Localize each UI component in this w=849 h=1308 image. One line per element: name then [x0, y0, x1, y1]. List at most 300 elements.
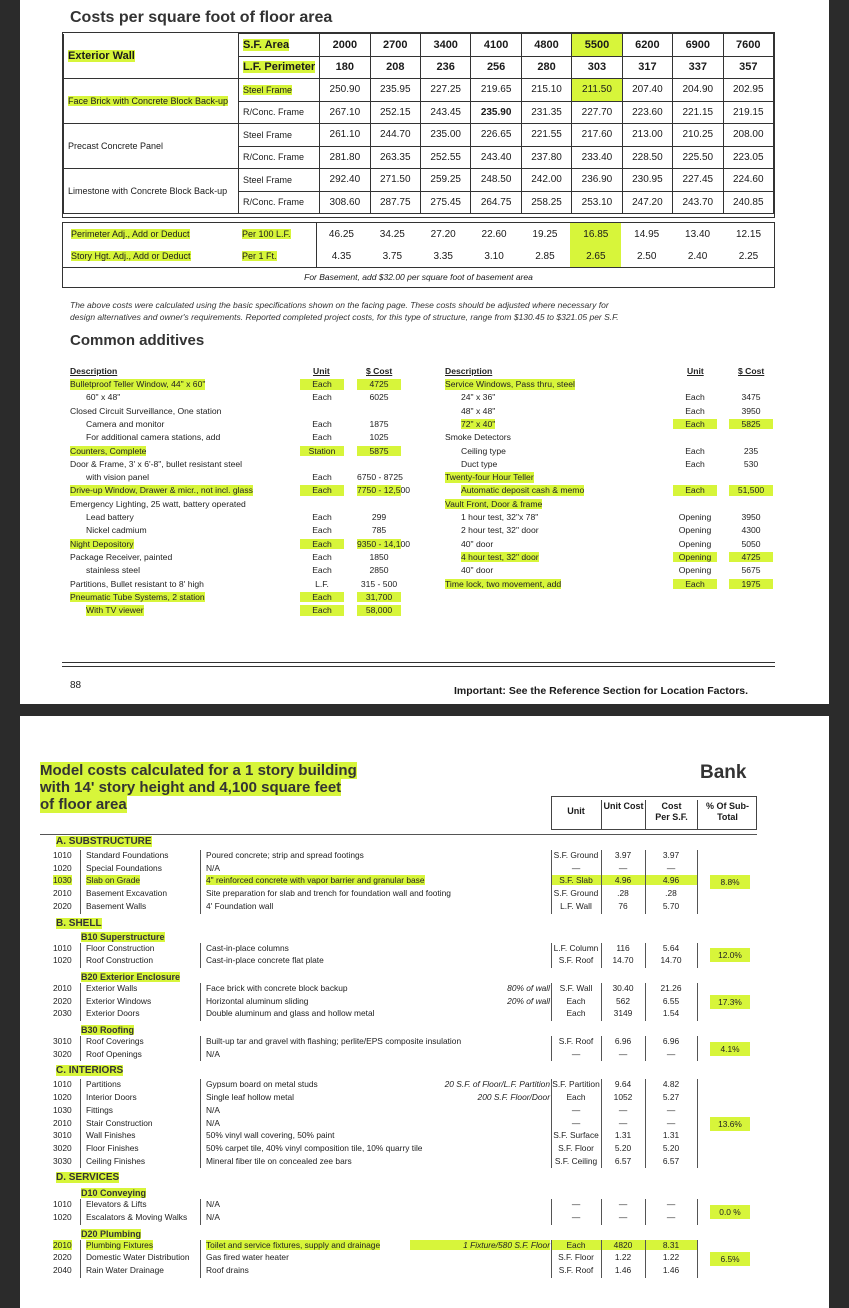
- column-rule: [645, 1199, 646, 1224]
- cost-cell: 287.75: [370, 191, 420, 214]
- line-specification: 50% vinyl wall covering, 50% paint: [206, 1130, 335, 1141]
- line-code: 2020: [53, 1252, 72, 1263]
- line-unit-cost: —: [618, 862, 628, 873]
- line-unit-cost: 1.46: [614, 1265, 632, 1276]
- additive-description: 60" x 48": [86, 392, 121, 403]
- add-desc-header: Description: [445, 366, 493, 376]
- cost-cell: 236.90: [572, 169, 622, 192]
- cost-cell: 244.70: [370, 124, 420, 147]
- line-unit: S.F. Slab: [551, 875, 601, 885]
- line-cost-per-sf: 5.70: [662, 900, 680, 911]
- additive-description: 4 hour test, 32" door: [461, 551, 539, 562]
- additive-description: With TV viewer: [86, 605, 144, 616]
- section-title: D. SERVICES: [56, 1172, 120, 1184]
- line-item-name: Escalators & Moving Walks: [86, 1212, 188, 1222]
- line-specification: Site preparation for slab and trench for foundation wall and footing: [206, 888, 451, 899]
- additive-cost: 315 - 500: [360, 578, 398, 589]
- cost-cell: 219.65: [471, 79, 521, 102]
- wall-type-label: [64, 169, 239, 214]
- additive-description: 1 hour test, 32"x 78": [461, 512, 539, 522]
- area-label: S.F. Area: [243, 38, 290, 51]
- subtotal-percent: 4.1%: [710, 1042, 750, 1056]
- line-specification: Single leaf hollow metal: [206, 1092, 294, 1103]
- column-rule: [80, 1199, 81, 1224]
- adjustment-unit: Per 1 Ft.: [242, 251, 277, 261]
- line-item-name: Ceiling Finishes: [86, 1155, 146, 1166]
- additive-unit: Each: [312, 551, 332, 562]
- cost-cell: 221.55: [521, 124, 571, 147]
- column-rule: [697, 943, 698, 968]
- adjustment-unit: Per 100 L.F.: [242, 229, 291, 239]
- subsection-title: B20 Exterior Enclosure: [81, 971, 181, 982]
- column-rule: [601, 850, 602, 914]
- column-rule: [200, 1079, 201, 1168]
- additive-unit: Opening: [678, 525, 712, 536]
- additive-description: Package Receiver, painted: [70, 551, 173, 562]
- line-specification: Face brick with concrete block backup: [206, 982, 348, 993]
- additives-list: [20, 366, 829, 631]
- line-code: 1010: [53, 1199, 72, 1210]
- line-specification: 50% carpet tile, 40% vinyl composition tile, 10% quarry tile: [206, 1142, 423, 1153]
- line-unit: L.F. Column: [553, 942, 599, 953]
- additive-cost: 6025: [369, 392, 389, 403]
- cost-cell: 223.05: [723, 146, 773, 169]
- line-code: 1020: [53, 955, 72, 966]
- area-cell: 5500: [572, 34, 622, 57]
- line-cost-per-sf: 6.96: [662, 1036, 680, 1046]
- line-specification: Poured concrete; strip and spread footings: [206, 850, 364, 860]
- line-unit: S.F. Partition: [552, 1079, 600, 1090]
- line-unit-cost: —: [618, 1104, 628, 1115]
- line-code: 1020: [53, 1092, 72, 1103]
- cost-cell: 252.15: [370, 101, 420, 124]
- perimeter-cell: 337: [673, 56, 723, 79]
- additive-description: 2 hour test, 32" door: [461, 525, 539, 536]
- frame-type-text: R/Conc. Frame: [243, 197, 305, 208]
- perimeter-cell: 208: [370, 56, 420, 79]
- line-note: 80% of wall: [507, 982, 550, 993]
- line-item-name: Roof Openings: [86, 1048, 142, 1059]
- line-unit: S.F. Roof: [558, 1265, 594, 1276]
- additive-cost: 1850: [369, 551, 389, 562]
- adjustment-label: Story Hgt. Adj., Add or Deduct: [71, 251, 191, 261]
- line-specification: N/A: [206, 1104, 220, 1115]
- line-item-name: Elevators & Lifts: [86, 1199, 147, 1210]
- column-rule: [551, 1036, 552, 1061]
- additive-description: Nickel cadmium: [86, 525, 147, 536]
- additive-unit: Each: [312, 418, 332, 429]
- column-rule: [551, 1079, 552, 1168]
- additive-description: Camera and monitor: [86, 418, 165, 429]
- additive-cost: 51,500: [729, 485, 773, 496]
- column-rule: [551, 1240, 552, 1278]
- line-item-name: Basement Walls: [86, 900, 147, 911]
- line-cost-per-sf: 5.20: [662, 1142, 680, 1153]
- area-cell: 7600: [723, 34, 773, 57]
- cost-cell: 248.50: [471, 169, 521, 192]
- subtotal-percent: 6.5%: [710, 1252, 750, 1266]
- frame-type: [239, 146, 320, 169]
- column-rule: [697, 850, 698, 914]
- cost-cell: 258.25: [521, 191, 571, 214]
- column-rule: [200, 983, 201, 1021]
- line-unit: Each: [566, 1008, 586, 1019]
- line-code: 2020: [53, 900, 72, 911]
- line-unit-cost: —: [618, 1199, 628, 1210]
- column-rule: [645, 1036, 646, 1061]
- line-note: 1 Fixture/580 S.F. Floor: [410, 1240, 550, 1250]
- line-code: 1010: [53, 850, 72, 860]
- additive-unit: Each: [685, 458, 705, 469]
- column-rule: [645, 943, 646, 968]
- additive-unit: Opening: [678, 565, 712, 576]
- line-unit-cost: 6.57: [614, 1155, 632, 1166]
- column-rule: [200, 1036, 201, 1061]
- line-cost-per-sf: —: [666, 1212, 676, 1222]
- additive-description: Counters, Complete: [70, 445, 147, 456]
- line-code: 1020: [53, 1212, 72, 1222]
- column-rule: [551, 983, 552, 1021]
- title-line: Model costs calculated for a 1 story building: [40, 762, 357, 779]
- perimeter-cell: 317: [622, 56, 672, 79]
- line-note: 20 S.F. of Floor/L.F. Partition: [444, 1079, 550, 1090]
- cost-cell: 207.40: [622, 79, 672, 102]
- adjustment-row: [63, 245, 774, 267]
- adjustment-cell: 2.25: [738, 250, 759, 262]
- additive-description: Smoke Detectors: [445, 432, 511, 443]
- add-cost-header: $ Cost: [366, 366, 393, 376]
- line-unit: Each: [566, 1092, 586, 1103]
- additive-unit: Each: [312, 472, 332, 483]
- additive-unit: Station: [300, 446, 344, 457]
- line-unit: S.F. Floor: [558, 1142, 594, 1153]
- line-cost-per-sf: 1.46: [662, 1265, 680, 1276]
- line-unit-cost: 5.20: [614, 1142, 632, 1153]
- line-specification: N/A: [206, 1212, 220, 1222]
- line-unit: S.F. Ceiling: [554, 1155, 598, 1166]
- line-unit-cost: 3149: [613, 1008, 633, 1019]
- line-specification: Gypsum board on metal studs: [206, 1079, 318, 1090]
- subtotal-percent: 17.3%: [710, 995, 750, 1009]
- line-specification: N/A: [206, 1117, 220, 1128]
- additive-unit: Each: [300, 592, 344, 603]
- section-title: B. SHELL: [56, 917, 102, 929]
- unit-header: Unit: [567, 806, 585, 816]
- column-rule: [697, 1079, 698, 1168]
- adjustment-cell: 2.85: [535, 250, 555, 262]
- column-rule: [697, 1036, 698, 1061]
- column-rule: [697, 1199, 698, 1224]
- area-cell: 3400: [420, 34, 470, 57]
- page-number: 88: [70, 680, 82, 691]
- line-item-name: Wall Finishes: [86, 1130, 136, 1141]
- title-line: with 14' story height and 4,100 square feet: [40, 779, 342, 796]
- additive-cost: 5825: [729, 419, 773, 430]
- line-unit-cost: 1052: [613, 1092, 633, 1103]
- additive-cost: 9350 - 14,100: [357, 538, 411, 549]
- additive-description: Time lock, two movement, add: [445, 578, 562, 589]
- frame-type: [239, 169, 320, 192]
- line-cost-per-sf: 5.27: [662, 1092, 680, 1103]
- calc-note: The above costs were calculated using the basic specifications shown on the facing page. These costs should be adjusted where necessary for design alternatives and owner's requirements. Reported completed project costs, for this type of structure, range from $130.45 to $321.05 per S.F.: [70, 300, 619, 322]
- line-item-name: Plumbing Fixtures: [86, 1239, 154, 1250]
- line-code: 2010: [53, 1117, 72, 1128]
- column-rule: [601, 1079, 602, 1168]
- column-rule: [645, 1240, 646, 1278]
- subsection-title: D20 Plumbing: [81, 1228, 142, 1239]
- additive-unit: Each: [673, 485, 717, 496]
- column-rule: [551, 943, 552, 968]
- adjustment-cell: 27.20: [430, 228, 456, 240]
- line-unit-cost: 4.96: [601, 875, 645, 885]
- area-cell: 2700: [370, 34, 420, 57]
- line-specification: N/A: [206, 1199, 220, 1210]
- line-item-name: Domestic Water Distribution: [86, 1252, 190, 1263]
- additive-cost: 6750 - 8725: [357, 472, 403, 483]
- cost-cell: 213.00: [622, 124, 672, 147]
- area-cell: 4100: [471, 34, 521, 57]
- line-cost-per-sf: 1.22: [662, 1252, 680, 1263]
- cost-cell: 242.00: [521, 169, 571, 192]
- line-item-name: Exterior Windows: [86, 995, 152, 1006]
- cost-cell: 308.60: [320, 191, 370, 214]
- additive-cost: 3475: [741, 392, 761, 403]
- column-rule: [645, 1079, 646, 1168]
- line-code: 3020: [53, 1048, 72, 1059]
- adjustment-cell: 12.15: [735, 228, 762, 240]
- line-code: 2030: [53, 1008, 72, 1019]
- line-cost-per-sf: —: [666, 1104, 676, 1115]
- subtotal-percent: 13.6%: [710, 1117, 750, 1131]
- additive-unit: Each: [312, 512, 332, 522]
- line-item-name: Roof Construction: [86, 955, 154, 966]
- additive-cost: 3950: [741, 512, 761, 522]
- line-specification: Cast-in-place columns: [206, 942, 289, 953]
- subtotal-percent: 12.0%: [710, 948, 750, 962]
- column-rule: [601, 943, 602, 968]
- cost-cell: 259.25: [420, 169, 470, 192]
- additive-unit: Each: [673, 579, 717, 590]
- adjustment-cell: 16.85: [570, 223, 621, 245]
- wall-type-label: [64, 79, 239, 124]
- line-unit: —: [571, 1104, 581, 1115]
- pct-header: % Of Sub-Total: [697, 800, 757, 830]
- section-title: A. SUBSTRUCTURE: [56, 836, 152, 847]
- line-unit: Each: [566, 995, 586, 1006]
- cost-cell: 264.75: [471, 191, 521, 214]
- exterior-wall-header: Exterior Wall: [68, 49, 135, 62]
- adjustment-cell: 2.50: [636, 250, 657, 262]
- area-cell: 6200: [622, 34, 672, 57]
- line-item-name: Fittings: [86, 1104, 113, 1115]
- additive-description: Ceiling type: [461, 445, 506, 456]
- additive-description: Automatic deposit cash & memo: [461, 485, 585, 496]
- adjustment-cell: 34.25: [379, 228, 405, 240]
- line-code: 1030: [53, 875, 72, 886]
- adjustment-cell: 46.25: [328, 228, 354, 240]
- line-unit: S.F. Roof: [558, 1036, 594, 1046]
- add-cost-header: $ Cost: [738, 366, 765, 376]
- cost-cell: 208.00: [723, 124, 773, 147]
- cost-cell: 281.80: [320, 146, 370, 169]
- additive-description: Bulletproof Teller Window, 44" x 60": [70, 379, 206, 389]
- cost-cell: 267.10: [320, 101, 370, 124]
- line-code: 3010: [53, 1130, 72, 1141]
- line-specification: Horizontal aluminum sliding: [206, 995, 309, 1006]
- line-item-name: Roof Coverings: [86, 1036, 144, 1046]
- additive-cost: 1025: [369, 432, 389, 443]
- additive-description: 48" x 48": [461, 405, 496, 416]
- cost-cell: 230.95: [622, 169, 672, 192]
- additive-description: Closed Circuit Surveillance, One station: [70, 405, 222, 416]
- cost-cell: 227.25: [420, 79, 470, 102]
- cost-cell: 243.40: [471, 146, 521, 169]
- line-specification: Built-up tar and gravel with flashing; perlite/EPS composite insulation: [206, 1036, 462, 1046]
- additive-unit: Each: [300, 605, 344, 616]
- column-rule: [697, 983, 698, 1021]
- cost-cell: 215.10: [521, 79, 571, 102]
- additives-title: Common additives: [70, 332, 205, 349]
- line-code: 1010: [53, 942, 72, 953]
- line-cost-per-sf: 4.96: [645, 875, 697, 885]
- frame-type-text: Steel Frame: [243, 174, 293, 185]
- column-rule: [80, 1079, 81, 1168]
- adjustment-cell: 14.95: [634, 228, 660, 240]
- frame-type: [239, 191, 320, 214]
- subtotal-percent: 0.0 %: [710, 1205, 750, 1219]
- line-unit-cost: 1.31: [614, 1130, 632, 1141]
- additive-unit: Each: [685, 405, 705, 416]
- line-specification: Gas fired water heater: [206, 1252, 289, 1263]
- additive-unit: Each: [685, 392, 705, 403]
- add-desc-header: Description: [70, 366, 118, 376]
- perimeter-cell: 280: [521, 56, 571, 79]
- column-rule: [697, 1240, 698, 1278]
- line-unit-cost: .28: [617, 888, 629, 899]
- column-rule: [645, 850, 646, 914]
- additive-description: 72" x 40": [461, 418, 496, 429]
- adjustments-frame: [62, 222, 775, 288]
- additive-cost: 235: [743, 445, 759, 456]
- line-code: 3020: [53, 1142, 72, 1153]
- line-unit: —: [571, 862, 581, 873]
- additive-unit: L.F.: [315, 578, 329, 589]
- line-unit: S.F. Ground: [553, 850, 599, 860]
- line-specification: 4" reinforced concrete with vapor barrier and granular base: [206, 875, 425, 886]
- adjustment-cell: 3.10: [484, 250, 504, 262]
- additive-cost: 5875: [357, 446, 401, 457]
- line-unit-cost: 6.96: [614, 1036, 632, 1046]
- additive-cost: 299: [371, 512, 387, 522]
- additive-cost: 3950: [741, 405, 761, 416]
- column-rule: [601, 1240, 602, 1278]
- line-unit-cost: 30.40: [612, 982, 634, 993]
- additive-unit: Opening: [678, 512, 712, 522]
- adjustment-cell: 3.75: [382, 250, 403, 262]
- section-title: C. INTERIORS: [56, 1065, 124, 1077]
- page-88: [20, 0, 829, 704]
- line-cost-per-sf: 5.64: [662, 942, 680, 953]
- line-cost-per-sf: 8.31: [645, 1240, 697, 1250]
- line-unit: —: [571, 1048, 581, 1059]
- cost-cell: 275.45: [420, 191, 470, 214]
- column-rule: [551, 1199, 552, 1224]
- line-specification: Cast-in-place concrete flat plate: [206, 955, 324, 966]
- add-unit-header: Unit: [687, 366, 704, 376]
- line-specification: Toilet and service fixtures, supply and drainage: [206, 1239, 381, 1250]
- additive-description: 40" door: [461, 565, 494, 576]
- line-unit-cost: —: [618, 1212, 628, 1222]
- additive-description: Door & Frame, 3' x 6'-8", bullet resistant steel: [70, 458, 243, 469]
- additive-description: Partitions, Bullet resistant to 8' high: [70, 578, 204, 589]
- line-cost-per-sf: 4.82: [662, 1079, 680, 1090]
- column-rule: [80, 850, 81, 914]
- cost-cell: 233.40: [572, 146, 622, 169]
- line-unit: —: [571, 1212, 581, 1222]
- cost-row: [64, 79, 774, 102]
- line-specification: 4' Foundation wall: [206, 900, 274, 911]
- cost-row: [64, 124, 774, 147]
- line-item-name: Special Foundations: [86, 862, 162, 873]
- additive-cost: 530: [743, 458, 759, 469]
- column-rule: [200, 1199, 201, 1224]
- wall-type-text: Limestone with Concrete Block Back-up: [68, 185, 228, 196]
- adjustment-cell: 22.60: [481, 228, 507, 240]
- frame-type-text: R/Conc. Frame: [243, 152, 305, 163]
- cost-cell: 231.35: [521, 101, 571, 124]
- column-rule: [200, 850, 201, 914]
- line-note: 200 S.F. Floor/Door: [477, 1092, 550, 1103]
- line-code: 2010: [53, 982, 72, 993]
- area-cell: 6900: [673, 34, 723, 57]
- additive-description: with vision panel: [86, 472, 150, 483]
- line-code: 3010: [53, 1036, 72, 1046]
- additive-description: Vault Front, Door & frame: [445, 498, 543, 509]
- line-cost-per-sf: 21.26: [660, 982, 682, 993]
- line-item-name: Exterior Walls: [86, 982, 138, 993]
- cost-cell: 227.70: [572, 101, 622, 124]
- line-item-name: Floor Construction: [86, 942, 155, 953]
- line-unit-cost: —: [618, 1048, 628, 1059]
- adjustment-cell: 4.35: [331, 250, 352, 262]
- cost-cell: 240.85: [723, 191, 773, 214]
- cost-row: [64, 169, 774, 192]
- additive-unit: Opening: [673, 552, 717, 563]
- additive-cost: 58,000: [357, 605, 401, 616]
- cost-table: [63, 33, 774, 214]
- adjustment-cell: 2.65: [570, 245, 621, 267]
- line-unit: Each: [551, 1240, 601, 1250]
- cost-cell: 219.15: [723, 101, 773, 124]
- line-code: 2040: [53, 1265, 72, 1276]
- additive-cost: 2850: [369, 565, 389, 576]
- column-rule: [200, 943, 201, 968]
- line-item-name: Rain Water Drainage: [86, 1265, 164, 1276]
- additive-cost: 4725: [357, 379, 401, 390]
- additive-description: Duct type: [461, 458, 498, 469]
- additive-unit: Each: [312, 565, 332, 576]
- location-factors-footer: Important: See the Reference Section for Location Factors.: [454, 685, 749, 697]
- line-item-name: Partitions: [86, 1079, 121, 1090]
- line-unit-cost: 4820: [601, 1240, 645, 1250]
- line-item-name: Floor Finishes: [86, 1142, 139, 1153]
- line-unit-cost: 1.22: [614, 1252, 632, 1263]
- subtotal-percent: 8.8%: [710, 875, 750, 889]
- line-unit-cost: 14.70: [612, 955, 634, 966]
- line-unit-cost: 76: [618, 900, 628, 911]
- line-item-name: Stair Construction: [86, 1117, 153, 1128]
- area-cell: 4800: [521, 34, 571, 57]
